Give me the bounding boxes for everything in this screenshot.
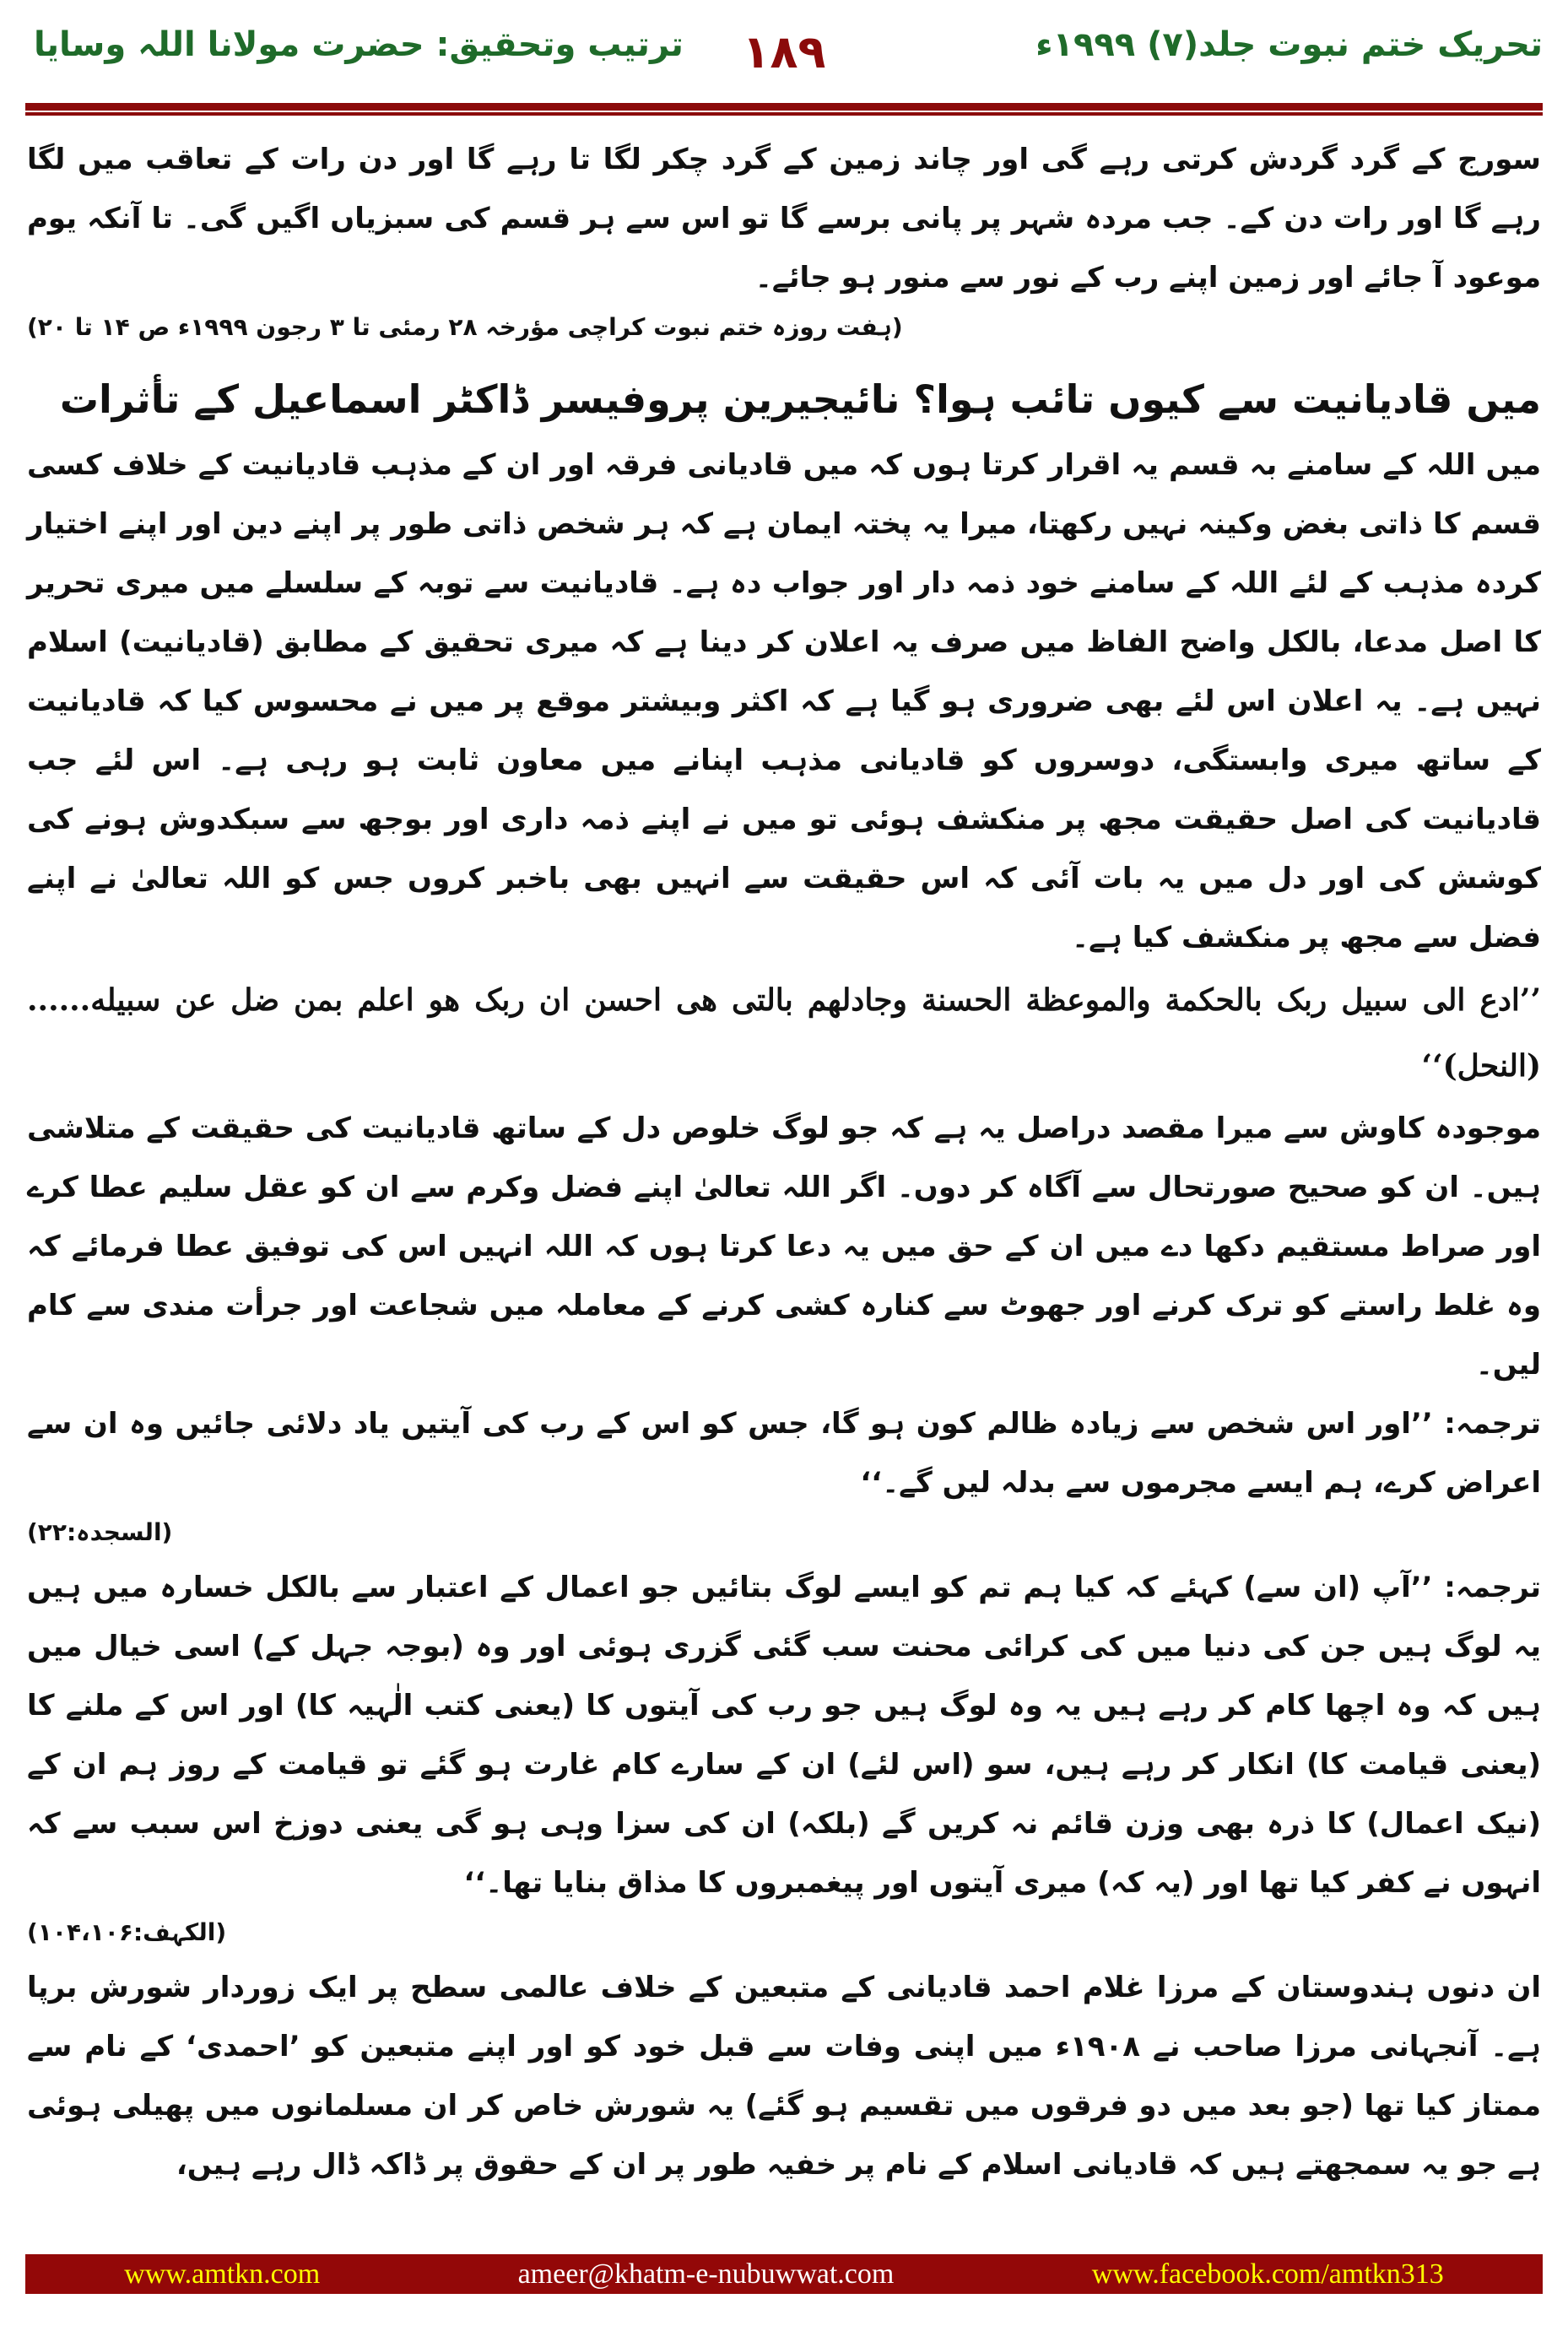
translation-1: ترجمہ: ’’اور اس شخص سے زیادہ ظالم کون ہو گا، جس کو اس کے رب کی آیتیں یاد دلائی جائیں وہ ان سے اعراض کرے، ہم ایسے مجرموں سے بدلہ لیں گے۔‘‘ bbox=[27, 1407, 1541, 1500]
translation-2: ترجمہ: ’’آپ (ان سے) کہئے کہ کیا ہم تم کو ایسے لوگ بتائیں جو اعمال کے اعتبار سے بالکل خسارہ میں ہیں یہ لوگ ہیں جن کی دنیا میں کی کرائی محنت سب گئی گزری ہوئی اور وہ (بوجہ جہل کے) اسی خیال میں ہیں کہ وہ اچھا کام کر رہے ہیں یہ وہ لوگ ہیں جو رب کی آیتوں کا (یعنی کتب الٰہیہ کا) اور اس کے ملنے کا (یعنی قیامت کا) انکار کر رہے ہیں، سو (اس لئے) ان کے سارے کام غارت ہو گئے تو قیامت کے روز ہم ان کے (نیک اعمال) کا ذرہ بھی وزن قائم نہ کریں گے (بلکہ) ان کی سزا وہی ہو گی یعنی دوزخ اس سبب سے کہ انہوں نے کفر کیا تھا اور (یہ کہ) میری آیتوں اور پیغمبروں کا مذاق بنایا تھا۔‘‘ bbox=[27, 1571, 1542, 1900]
paragraph-3: موجودہ کاوش سے میرا مقصد دراصل یہ ہے کہ جو لوگ خلوص دل کے ساتھ قادیانیت کی حقیقت کے متلاشی ہیں۔ ان کو صحیح صورتحال سے آگاہ کر دوں۔ اگر اللہ تعالیٰ اپنے فضل وکرم سے ان کو عقل سلیم عطا کرے اور صراط مستقیم دکھا دے میں ان کے حق میں یہ دعا کرتا ہوں کہ اللہ انہیں اس کی توفیق عطا فرمائے کہ وہ غلط راستے کو ترک کرنے اور جھوٹ سے کنارہ کشی کرنے کے معاملہ میں شجاعت اور جرأت مندی سے کام لیں۔ bbox=[27, 1112, 1541, 1382]
page-body bbox=[0, 118, 1568, 2194]
citation-kahf: (الکہف:۱۰۴،۱۰۶) bbox=[27, 1918, 227, 1946]
header-rule-thin bbox=[25, 112, 1543, 116]
citation-1: (ہفت روزہ ختم نبوت کراچی مؤرخہ ۲۸ رمئی تا ۳ رجون ۱۹۹۹ء ص ۱۴ تا ۲۰) bbox=[27, 313, 903, 341]
paragraph-2: میں اللہ کے سامنے بہ قسم یہ اقرار کرتا ہوں کہ میں قادیانی فرقہ اور ان کے مذہب قادیانیت کے خلاف کسی قسم کا ذاتی بغض وکینہ نہیں رکھتا، میرا یہ پختہ ایمان ہے کہ ہر شخص ذاتی طور پر اپنے دین اور اپنے اختیار کردہ مذہب کے لئے اللہ کے سامنے خود ذمہ دار اور جواب دہ ہے۔ قادیانیت سے توبہ کے سلسلے میں میری تحریر کا اصل مدعا، بالکل واضح الفاظ میں صرف یہ اعلان کر دینا ہے کہ میری تحقیق کے مطابق (قادیانیت) اسلام نہیں ہے۔ یہ اعلان اس لئے بھی ضروری ہو گیا ہے کہ اکثر وبیشتر موقع پر میں نے محسوس کیا کہ قادیانیت کے ساتھ میری وابستگی، دوسروں کو قادیانی مذہب اپنانے میں معاون ثابت ہو رہی ہے۔ اس لئے جب قادیانیت کی اصل حقیقت مجھ پر منکشف ہوئی تو میں نے اپنے ذمہ داری اور بوجھ سے سبکدوش ہونے کی کوشش کی اور دل میں یہ بات آئی کہ اس حقیقت سے انہیں بھی باخبر کروں جس کو اللہ تعالیٰ نے اپنے فضل سے مجھ پر منکشف کیا ہے۔ bbox=[27, 448, 1541, 955]
page-header bbox=[0, 0, 1568, 118]
arabic-quote: ’’ادع الی سبیل ربک بالحکمة والموعظة الحسنة وجادلهم بالتی هی احسن ان ربک هو اعلم بمن ضل عن سبیله...... (النحل)‘‘ bbox=[27, 982, 1541, 1084]
email-link[interactable]: ameer@khatm-e-nubuwwat.com bbox=[517, 2258, 895, 2290]
book-title: تحریک ختم نبوت جلد(۷) ۱۹۹۹ء bbox=[1035, 25, 1543, 64]
facebook-link[interactable]: www.facebook.com/amtkn313 bbox=[1091, 2258, 1444, 2290]
compiler-credit: ترتیب وتحقیق: حضرت مولانا اللہ وسایا bbox=[34, 25, 684, 64]
page-spacer bbox=[0, 2194, 1568, 2220]
website-link[interactable]: www.amtkn.com bbox=[124, 2258, 321, 2290]
paragraph-1: سورج کے گرد گردش کرتی رہے گی اور چاند زمین کے گرد چکر لگا تا رہے گا اور دن رات کے تعاقب میں لگا رہے گا اور رات دن کے۔ جب مردہ شہر پر پانی برسے گا تو اس سے ہر قسم کی سبزیاں اگیں گی۔ تا آنکہ یوم موعود آ جائے اور زمین اپنے رب کے نور سے منور ہو جائے۔ bbox=[27, 143, 1541, 295]
paragraph-6: ان دنوں ہندوستان کے مرزا غلام احمد قادیانی کے متبعین کے خلاف عالمی سطح پر ایک زوردار شورش برپا ہے۔ آنجہانی مرزا صاحب نے ۱۹۰۸ء میں اپنی وفات سے قبل خود کو اور اپنے متبعین کو ’احمدی‘ کے نام سے ممتاز کیا تھا (جو بعد میں دو فرقوں میں تقسیم ہو گئے) یہ شورش خاص کر ان مسلمانوں میں پھیلی ہوئی ہے جو یہ سمجھتے ہیں کہ قادیانی اسلام کے نام پر خفیہ طور پر ان کے حقوق پر ڈاکہ ڈال رہے ہیں، bbox=[27, 1971, 1541, 2182]
header-rule bbox=[25, 103, 1543, 111]
page-number: ۱۸۹ bbox=[742, 25, 826, 78]
citation-sajdah: (السجدہ:۲۲) bbox=[27, 1518, 173, 1546]
section-heading: میں قادیانیت سے کیوں تائب ہوا؟ نائیجیرین پروفیسر ڈاکٹر اسماعیل کے تأثرات bbox=[59, 376, 1541, 422]
footer-bar bbox=[25, 2254, 1543, 2294]
